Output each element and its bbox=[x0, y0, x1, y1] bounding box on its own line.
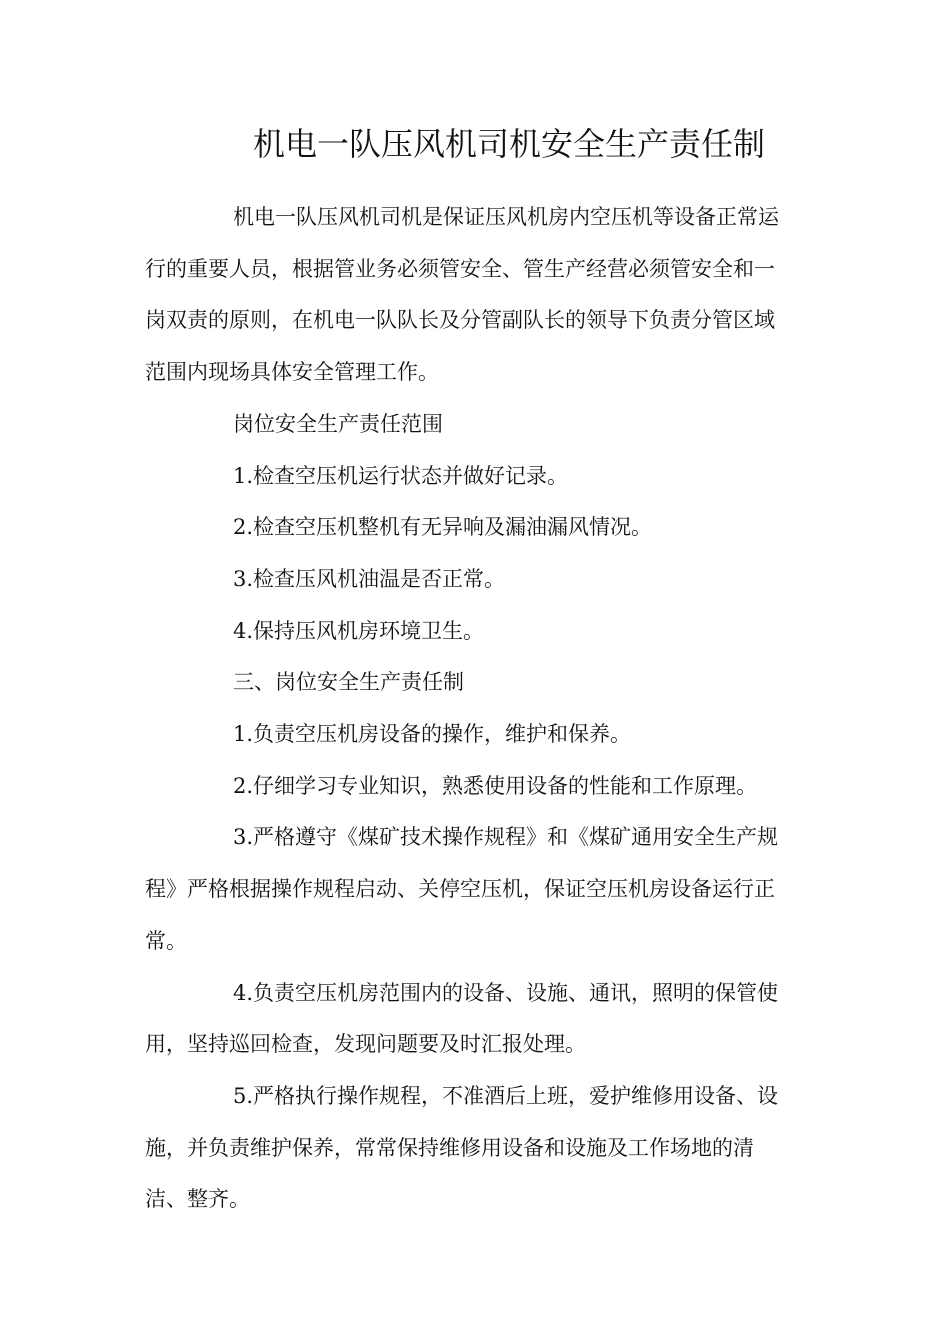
scope-item-2: 2.检查空压机整机有无异响及漏油漏风情况。 bbox=[233, 515, 653, 540]
responsibility-item-4: 4.负责空压机房范围内的设备、设施、通讯，照明的保管使用，坚持巡回检查，发现问题要及时汇报处理。 bbox=[145, 980, 779, 1057]
section-heading-scope: 岗位安全生产责任范围 bbox=[233, 411, 443, 436]
scope-item-1: 1.检查空压机运行状态并做好记录。 bbox=[233, 463, 569, 488]
responsibility-item-1: 1.负责空压机房设备的操作，维护和保养。 bbox=[233, 722, 632, 747]
responsibility-item-2: 2.仔细学习专业知识，熟悉使用设备的性能和工作原理。 bbox=[233, 773, 758, 798]
scope-item-3: 3.检查压风机油温是否正常。 bbox=[233, 566, 506, 591]
document-body bbox=[145, 192, 795, 1226]
intro-paragraph: 机电一队压风机司机是保证压风机房内空压机等设备正常运行的重要人员，根据管业务必须管安全、管生产经营必须管安全和一岗双责的原则，在机电一队队长及分管副队长的领导下负责分管区域范围内现场具体安全管理工作。 bbox=[145, 205, 779, 385]
responsibility-item-3: 3.严格遵守《煤矿技术操作规程》和《煤矿通用安全生产规程》严格根据操作规程启动、关停空压机，保证空压机房设备运行正常。 bbox=[145, 825, 779, 953]
responsibility-item-5: 5.严格执行操作规程，不准酒后上班，爱护维修用设备、设施，并负责维护保养，常常保持维修用设备和设施及工作场地的清洁、整齐。 bbox=[145, 1083, 779, 1212]
scope-item-4: 4.保持压风机房环境卫生。 bbox=[233, 618, 485, 643]
document-title: 机电一队压风机司机安全生产责任制 bbox=[252, 125, 765, 163]
section-heading-responsibility: 三、岗位安全生产责任制 bbox=[233, 670, 464, 695]
